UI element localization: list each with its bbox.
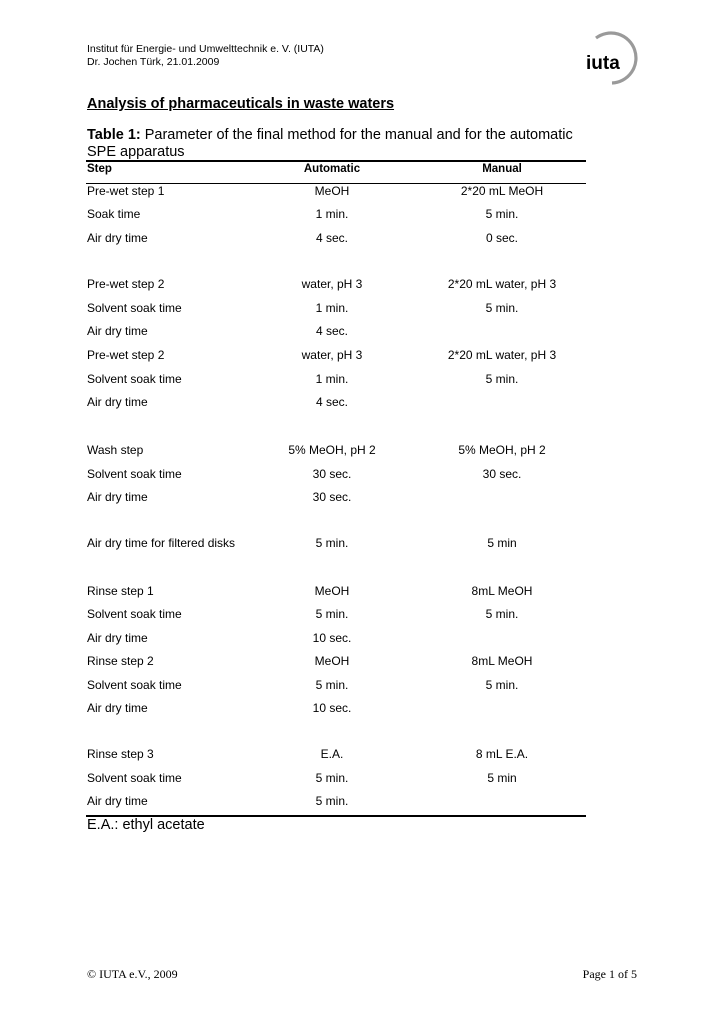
cell-automatic: 1 min. [315, 372, 349, 386]
table-row [86, 231, 586, 249]
cell-step: Rinse step 3 [87, 747, 154, 761]
cell-step: Air dry time [87, 490, 148, 504]
table-row [86, 443, 586, 461]
table-caption [87, 127, 587, 161]
header-manual: Manual [482, 163, 522, 175]
cell-automatic: MeOH [314, 584, 350, 598]
cell-step: Solvent soak time [87, 607, 182, 621]
cell-step: Rinse step 2 [87, 654, 154, 668]
table-header-row [86, 163, 586, 181]
cell-manual: 5 min [487, 771, 517, 785]
table-row [86, 584, 586, 602]
cell-automatic: 4 sec. [315, 231, 348, 245]
table-row [86, 348, 586, 366]
cell-step: Pre-wet step 1 [87, 184, 165, 198]
cell-automatic: 1 min. [315, 207, 349, 221]
header-author-date: Dr. Jochen Türk, 21.01.2009 [87, 56, 220, 68]
table-row [86, 536, 586, 554]
cell-automatic: 10 sec. [312, 631, 352, 645]
cell-manual: 5 min [487, 536, 517, 550]
cell-manual: 5 min. [485, 301, 519, 315]
cell-manual: 2*20 mL MeOH [460, 184, 544, 198]
cell-automatic: 4 sec. [315, 324, 348, 338]
cell-step: Pre-wet step 2 [87, 348, 165, 362]
cell-automatic: 5 min. [315, 678, 349, 692]
iuta-logo [582, 30, 640, 88]
cell-manual: 2*20 mL water, pH 3 [447, 348, 557, 362]
table-row [86, 607, 586, 625]
header-step: Step [87, 163, 112, 175]
cell-manual: 5 min. [485, 678, 519, 692]
table-row [86, 490, 586, 508]
cell-automatic: MeOH [314, 654, 350, 668]
cell-step: Solvent soak time [87, 467, 182, 481]
cell-automatic: E.A. [320, 747, 344, 761]
table-row [86, 794, 586, 812]
cell-step: Air dry time for filtered disks [87, 536, 236, 550]
table-row [86, 372, 586, 390]
cell-automatic: 1 min. [315, 301, 349, 315]
table-footnote: E.A.: ethyl acetate [87, 817, 205, 833]
cell-manual: 8mL MeOH [471, 584, 533, 598]
cell-automatic: 30 sec. [312, 467, 352, 481]
cell-step: Air dry time [87, 631, 148, 645]
table-row [86, 207, 586, 225]
table-row [86, 654, 586, 672]
cell-step: Soak time [87, 207, 141, 221]
cell-automatic: water, pH 3 [301, 348, 363, 362]
header-institute: Institut für Energie- und Umwelttechnik e. V. (IUTA) [87, 43, 324, 55]
header-automatic: Automatic [303, 163, 361, 175]
cell-automatic: 4 sec. [315, 395, 348, 409]
caption-label: Table 1: [87, 127, 141, 143]
cell-step: Solvent soak time [87, 678, 182, 692]
table-row [86, 701, 586, 719]
cell-step: Solvent soak time [87, 372, 182, 386]
cell-automatic: water, pH 3 [301, 277, 363, 291]
cell-automatic: 5 min. [315, 771, 349, 785]
cell-automatic: 30 sec. [312, 490, 352, 504]
cell-automatic: 5 min. [315, 607, 349, 621]
cell-step: Air dry time [87, 324, 148, 338]
cell-automatic: 5% MeOH, pH 2 [288, 443, 376, 457]
logo-text: iuta [586, 53, 620, 74]
cell-step: Air dry time [87, 701, 148, 715]
table-row [86, 324, 586, 342]
cell-manual: 8mL MeOH [471, 654, 533, 668]
cell-step: Air dry time [87, 395, 148, 409]
footer-page-number: Page 1 of 5 [582, 967, 637, 981]
cell-manual: 5 min. [485, 372, 519, 386]
table-row [86, 678, 586, 696]
cell-step: Pre-wet step 2 [87, 277, 165, 291]
table-row [86, 301, 586, 319]
cell-step: Air dry time [87, 231, 148, 245]
table-top-rule [86, 160, 586, 162]
document-header [87, 43, 324, 69]
table-row [86, 747, 586, 765]
table-row [86, 395, 586, 413]
cell-automatic: MeOH [314, 184, 350, 198]
footer-copyright: © IUTA e.V., 2009 [87, 967, 178, 981]
cell-step: Rinse step 1 [87, 584, 154, 598]
table-row [86, 771, 586, 789]
cell-manual: 2*20 mL water, pH 3 [447, 277, 557, 291]
cell-manual: 5 min. [485, 207, 519, 221]
cell-automatic: 10 sec. [312, 701, 352, 715]
cell-automatic: 5 min. [315, 536, 349, 550]
table-row [86, 184, 586, 202]
table-row [86, 467, 586, 485]
cell-step: Solvent soak time [87, 771, 182, 785]
cell-manual: 5 min. [485, 607, 519, 621]
cell-step: Solvent soak time [87, 301, 182, 315]
cell-step: Air dry time [87, 794, 148, 808]
cell-manual: 30 sec. [482, 467, 522, 481]
cell-manual: 8 mL E.A. [475, 747, 529, 761]
cell-manual: 5% MeOH, pH 2 [458, 443, 546, 457]
cell-manual: 0 sec. [485, 231, 518, 245]
table-row [86, 277, 586, 295]
page-title: Analysis of pharmaceuticals in waste waters [87, 96, 395, 112]
cell-automatic: 5 min. [315, 794, 349, 808]
caption-text: Parameter of the final method for the manual and for the automatic SPE apparatus [87, 127, 573, 160]
table-row [86, 631, 586, 649]
cell-step: Wash step [87, 443, 144, 457]
